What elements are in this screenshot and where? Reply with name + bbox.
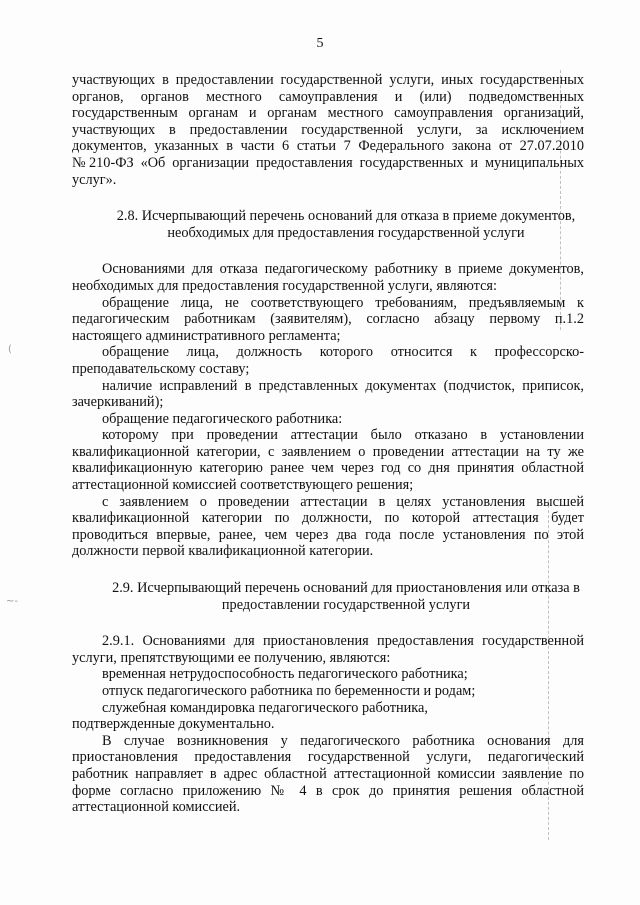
list-item: наличие исправлений в представленных документах (подчисток, приписок, зачеркиваний);: [72, 377, 584, 411]
list-item: отпуск педагогического работника по беременности и родам;: [102, 683, 476, 699]
list-item: обращение педагогического работника:: [102, 410, 343, 427]
section-heading-2-9: 2.9. Исчерпывающий перечень оснований для приостановления или отказа в предоставлении государственной услуги: [112, 580, 580, 613]
paragraph-continuation: участвующих в предоставлении государственной услуги, иных государственных органов, органов местного самоуправления и (или) подведомственных государственным органам и органам местного самоуправления организаций, участвующих в предоставлении государственной услуги, за исключением документов, указанных в части 6 статьи 7 Федерального закона от 27.07.2010 №210-ФЗ «Об организации предоставления государственных и муниципальных услуг».: [72, 72, 584, 188]
margin-mark-top: (: [8, 344, 12, 355]
paragraph: В случае возникновения у педагогического работника основания для приостановления предоставления государственной услуги, педагогический работник направляет в адрес областной аттестационной комиссии заявление по форме согласно приложению № 4 в срок до принятия решения областной аттестационной комиссией.: [72, 732, 584, 816]
paragraph-continuation: подтвержденные документально.: [72, 716, 275, 733]
list-subitem: с заявлением о проведении аттестации в целях установления высшей квалификационной категории по должности, по которой аттестация будет проводиться впервые, ранее, чем через два года после установления по этой должности первой квалификационной категории.: [72, 493, 584, 560]
paragraph: Основаниями для отказа педагогическому работнику в приеме документов, необходимых для предоставления государственной услуги, являются:: [72, 261, 584, 294]
list-item: служебная командировка педагогического работника,: [102, 699, 428, 716]
page-number: 5: [316, 36, 324, 51]
section-heading-2-8: 2.8. Исчерпывающий перечень оснований для отказа в приеме документов, необходимых для предоставления государственной услуги: [116, 208, 576, 241]
list-subitem: которому при проведении аттестации было отказано в установлении квалификационной категории, с заявлением о проведении аттестации на ту же квалификационную категорию ранее чем через год со дня принятия областной аттестационной комиссией соответствующего решения;: [72, 427, 584, 494]
list-item: обращение лица, не соответствующего требованиям, предъявляемым к педагогическим работникам (заявителям), согласно абзацу первому п.1.2 настоящего административного регламента;: [72, 294, 584, 344]
margin-mark-bottom: ~‑: [6, 596, 18, 607]
paragraph: 2.9.1. Основаниями для приостановления предоставления государственной услуги, препятствующими ее получению, являются:: [72, 633, 584, 666]
list-item: обращение лица, должность которого относится к профессорско-преподавательскому составу;: [72, 344, 584, 377]
document-body: [72, 72, 584, 816]
list-item: временная нетрудоспособность педагогического работника;: [102, 666, 468, 683]
